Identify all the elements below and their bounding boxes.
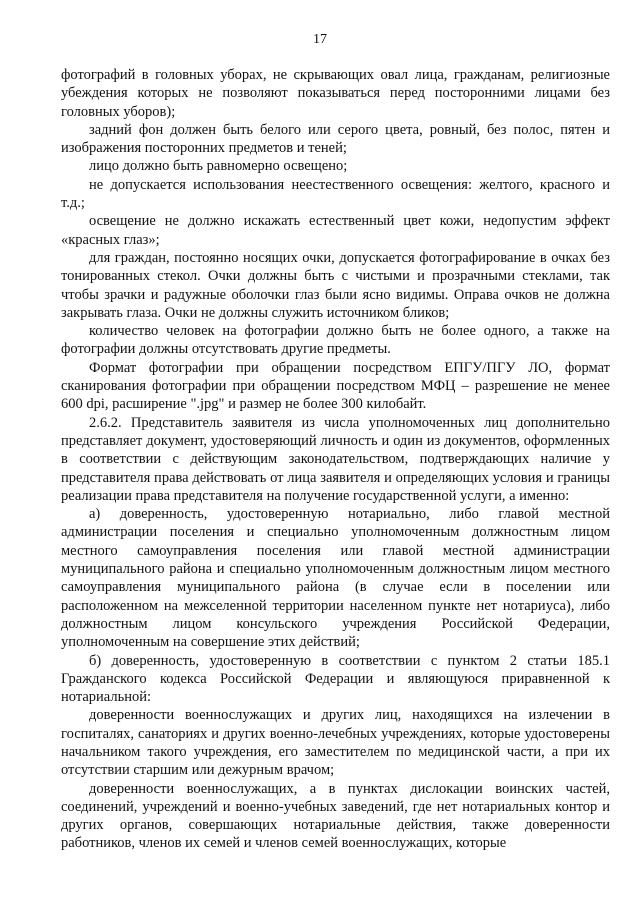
paragraph: для граждан, постоянно носящих очки, допускается фотографирование в очках без тонированных стекол. Очки должны быть с чистыми и прозрачными стеклами, так чтобы зрачки и радужные оболочки глаз были ясно видимы. Оправа очков не должна закрывать глаза. Очки не должны служить источником бликов; bbox=[61, 249, 610, 321]
paragraph: доверенности военнослужащих и других лиц, находящихся на излечении в госпиталях, санаториях и других военно-лечебных учреждениях, которые удостоверены начальником такого учреждения, его заместителем по медицинской части, а при их отсутствии старшим или дежурным врачом; bbox=[61, 707, 610, 779]
paragraph: количество человек на фотографии должно быть не более одного, а также на фотографии должны отсутствовать другие предметы. bbox=[61, 323, 610, 358]
page-number: 17 bbox=[313, 32, 327, 47]
document-body bbox=[61, 66, 610, 853]
paragraph-item-a: а) доверенность, удостоверенную нотариально, либо главой местной администрации поселения и специально уполномоченным должностным лицом местного самоуправления поселения или главой местной администрации муниципального района и специально уполномоченным должностным лицом местного самоуправления муниципального района (в случае если в поселении или расположенном на межселенной территории населенном пункте нет нотариуса), либо должностным лицом консульского учреждения Российской Федерации, уполномоченным на совершение этих действий; bbox=[61, 506, 610, 651]
paragraph: доверенности военнослужащих, а в пунктах дислокации воинских частей, соединений, учреждений и военно-учебных заведений, где нет нотариальных контор и других органов, совершающих нотариальные действия, также доверенности работников, членов их семей и членов семей военнослужащих, которые bbox=[61, 780, 610, 852]
paragraph-section-2-6-2: 2.6.2. Представитель заявителя из числа уполномоченных лиц дополнительно представляет документ, удостоверяющий личность и один из документов, оформленных в соответствии с действующим законодательством, подтверждающих наличие у представителя права действовать от лица заявителя и определяющих условия и границы реализации права представителя на получение государственной услуги, а именно: bbox=[61, 414, 610, 504]
paragraph: не допускается использования неестественного освещения: желтого, красного и т.д.; bbox=[61, 176, 610, 212]
paragraph-item-b: б) доверенность, удостоверенную в соответствии с пунктом 2 статьи 185.1 Гражданского кодекса Российской Федерации и являющуюся приравненной к нотариальной: bbox=[61, 652, 610, 706]
paragraph: задний фон должен быть белого или серого цвета, ровный, без полос, пятен и изображения посторонних предметов и теней; bbox=[61, 121, 610, 157]
paragraph: лицо должно быть равномерно освещено; bbox=[89, 158, 348, 175]
paragraph-continued: фотографий в головных уборах, не скрывающих овал лица, гражданам, религиозные убеждения которых не позволяют показываться перед посторонними лицами без головных уборов); bbox=[61, 67, 610, 120]
paragraph: Формат фотографии при обращении посредством ЕПГУ/ПГУ ЛО, формат сканирования фотографии при обращении посредством МФЦ – разрешение не менее 600 dpi, расширение ".jpg" и размер не более 300 килобайт. bbox=[61, 359, 610, 413]
paragraph: освещение не должно искажать естественный цвет кожи, недопустим эффект «красных глаз»; bbox=[61, 213, 610, 248]
